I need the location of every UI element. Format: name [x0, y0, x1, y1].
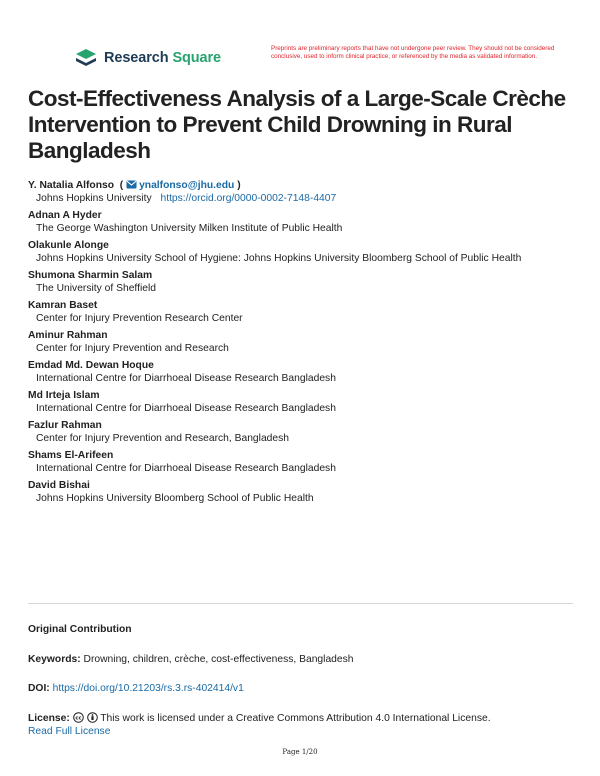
logo-word-square: Square — [172, 50, 221, 66]
author-affiliation: International Centre for Diarrhoeal Disease Research Bangladesh — [36, 463, 336, 474]
paper-title: Cost-Effectiveness Analysis of a Large-Scale Crèche Intervention to Prevent Child Drowning in Rural Bangladesh — [28, 86, 566, 163]
orcid-link[interactable]: https://orcid.org/0000-0002-7148-4407 — [160, 193, 337, 204]
article-type: Original Contribution — [28, 624, 132, 635]
header — [74, 44, 554, 78]
author-name: Aminur Rahman — [28, 330, 108, 341]
author-name: Olakunle Alonge — [28, 240, 109, 251]
author-entry — [28, 479, 573, 505]
author-name: Fazlur Rahman — [28, 420, 102, 431]
author-affiliation: Johns Hopkins University School of Hygiene: Johns Hopkins University Bloomberg School of Public Health — [36, 253, 522, 264]
page-number: Page 1/20 — [282, 748, 318, 756]
author-name: Kamran Baset — [28, 300, 98, 311]
author-entry — [28, 389, 573, 415]
read-full-license-link[interactable]: Read Full License — [28, 726, 111, 737]
svg-text:cc: cc — [75, 715, 82, 722]
author-entry — [28, 419, 573, 445]
logo-word-research: Research — [104, 50, 169, 66]
logo-text — [104, 50, 221, 66]
envelope-icon — [126, 180, 137, 189]
author-affiliation: Center for Injury Prevention and Research — [36, 343, 229, 354]
doi-label: DOI: — [28, 683, 50, 694]
author-list — [28, 179, 573, 509]
keywords-label: Keywords: — [28, 654, 81, 665]
keywords — [28, 653, 573, 666]
author-entry — [28, 209, 573, 235]
keywords-value: Drowning, children, crèche, cost-effectiveness, Bangladesh — [83, 654, 354, 665]
research-square-logo-icon — [74, 48, 98, 68]
author-name: Md Irteja Islam — [28, 390, 100, 401]
author-affiliation: The George Washington University Milken Institute of Public Health — [36, 223, 343, 234]
author-entry — [28, 359, 573, 385]
author-entry — [28, 299, 573, 325]
doi-link[interactable]: https://doi.org/10.21203/rs.3.rs-402414/v1 — [52, 683, 244, 694]
author-name: Shumona Sharmin Salam — [28, 270, 153, 281]
license-text: This work is licensed under a Creative Commons Attribution 4.0 International License. — [100, 713, 491, 724]
author-entry — [28, 329, 573, 355]
license — [28, 712, 573, 738]
author-name: Adnan A Hyder — [28, 210, 102, 221]
author-name: Y. Natalia Alfonso — [28, 180, 115, 191]
author-name: Emdad Md. Dewan Hoque — [28, 360, 154, 371]
attribution-icon — [87, 712, 98, 723]
author-name: Shams El-Arifeen — [28, 450, 114, 461]
license-label: License: — [28, 713, 70, 724]
section-divider — [28, 603, 573, 604]
author-entry — [28, 449, 573, 475]
author-affiliation: Center for Injury Prevention and Research, Bangladesh — [36, 433, 289, 444]
research-square-logo[interactable] — [74, 48, 221, 68]
author-affiliation: Johns Hopkins University — [36, 193, 152, 204]
author-entry — [28, 269, 573, 295]
preprint-disclaimer: Preprints are preliminary reports that have not undergone peer review. They should not be considered conclusive, used to inform clinical practice, or referenced by the media as validated information. — [271, 45, 555, 60]
creative-commons-icon — [73, 712, 84, 723]
author-affiliation: The University of Sheffield — [36, 283, 156, 294]
author-affiliation: Center for Injury Prevention Research Center — [36, 313, 243, 324]
author-entry: Y. Natalia Alfonso ( ynalfonso@jhu.edu ) Johns Hopkins University https://orcid.org/0000-0002-7148-4407 — [28, 180, 337, 204]
author-email-link[interactable]: ynalfonso@jhu.edu — [126, 180, 234, 191]
author-affiliation: International Centre for Diarrhoeal Disease Research Bangladesh — [36, 403, 336, 414]
author-name: David Bishai — [28, 480, 90, 491]
doi — [28, 682, 573, 695]
author-affiliation: Johns Hopkins University Bloomberg School of Public Health — [36, 493, 314, 504]
author-entry — [28, 239, 573, 265]
author-affiliation: International Centre for Diarrhoeal Disease Research Bangladesh — [36, 373, 336, 384]
